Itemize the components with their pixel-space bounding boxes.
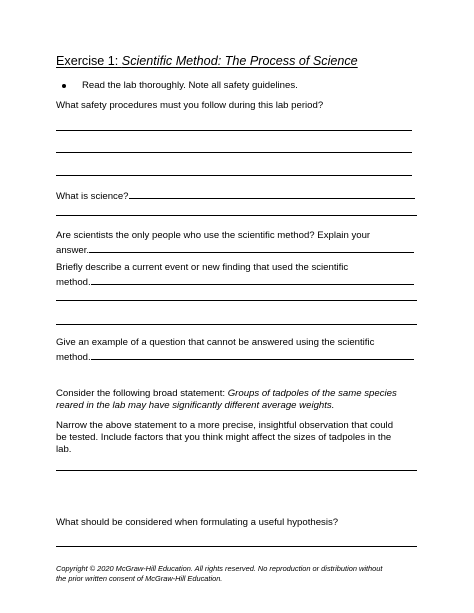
copyright-footer [56, 564, 382, 584]
answer-line[interactable] [56, 175, 412, 176]
statement-italic-1: Groups of tadpoles of the same species [227, 388, 397, 399]
title-italic: Scientific Method: The Process of Science [121, 54, 358, 68]
answer-line[interactable] [56, 324, 417, 325]
question-science [56, 188, 415, 203]
question-example-line1: Give an example of a question that cannot be answered using the scientific [56, 337, 375, 348]
question-event-line1: Briefly describe a current event or new finding that used the scientific [56, 262, 349, 273]
instruction-text: Read the lab thoroughly. Note all safety guidelines. [82, 80, 298, 91]
question-event-line2 [56, 274, 414, 289]
question-example-label: method. [56, 352, 91, 363]
page-title [56, 54, 358, 69]
answer-line[interactable] [91, 274, 414, 285]
narrow-line3: lab. [56, 444, 72, 455]
answer-line[interactable] [89, 242, 414, 253]
question-event-label: method. [56, 277, 91, 288]
footer-line1: Copyright © 2020 McGraw-Hill Education. All rights reserved. No reproduction or distribution without [56, 564, 383, 573]
answer-line[interactable] [91, 349, 414, 360]
footer-line2: the prior written consent of McGraw-Hill Education. [56, 574, 223, 583]
question-scientists-line1: Are scientists the only people who use the scientific method? Explain your [56, 230, 371, 241]
question-safety: What safety procedures must you follow during this lab period? [56, 100, 324, 111]
question-scientists-label: answer. [56, 245, 90, 256]
statement-intro: Consider the following broad statement: [56, 388, 228, 399]
answer-line[interactable] [56, 470, 417, 471]
bullet-icon [62, 84, 66, 88]
answer-line[interactable] [56, 215, 417, 216]
title-prefix: Exercise 1: [56, 54, 122, 68]
narrow-line2: be tested. Include factors that you think might affect the sizes of tadpoles in the [56, 432, 392, 443]
statement-line1 [56, 388, 397, 400]
question-hypothesis: What should be considered when formulating a useful hypothesis? [56, 517, 339, 528]
answer-line[interactable] [56, 130, 412, 131]
answer-line[interactable] [56, 300, 417, 301]
question-science-label: What is science? [56, 191, 129, 202]
statement-line2: reared in the lab may have significantly different average weights. [56, 400, 335, 411]
question-scientists-line2 [56, 242, 414, 257]
question-example-line2 [56, 349, 414, 364]
narrow-line1: Narrow the above statement to a more precise, insightful observation that could [56, 420, 394, 431]
answer-line[interactable] [129, 188, 415, 199]
answer-line[interactable] [56, 546, 417, 547]
answer-line[interactable] [56, 152, 412, 153]
